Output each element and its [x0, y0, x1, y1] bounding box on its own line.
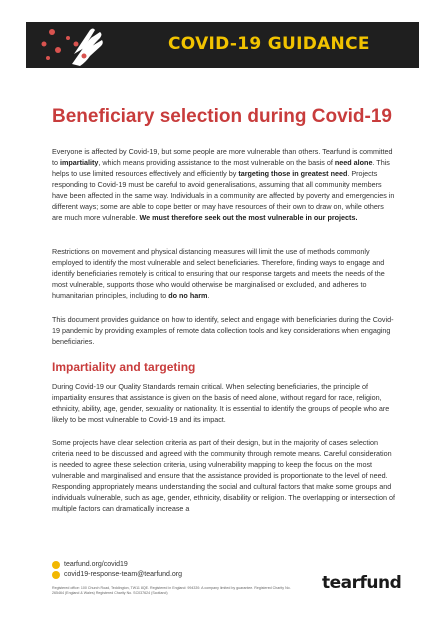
- website-link[interactable]: tearfund.org/covid19: [64, 561, 128, 568]
- email-icon: [52, 571, 60, 579]
- web-icon: [52, 561, 60, 569]
- section-paragraph-2: Some projects have clear selection criteria as part of their design, but in the majority of cases selection criteria need to be discussed and agreed with the community through remote means. Careful consideration is needed to agree these selection criteria, using vulnerability mapping to keep the focus on the most vulnerable and marginalised and ensure that the assistance provided is proportionate to the level of need. Responding appropriately means understanding the social and cultural factors that make some groups and individuals vulnerable, such as age, gender, ethnicity, disability or religion. The overlapping or intersection of multiple factors can dramatically increase a: [52, 438, 395, 513]
- intro-paragraph-2: Restrictions on movement and physical distancing measures will limit the use of methods commonly employed to identify the most vulnerable and select beneficiaries. Therefore, finding ways to engage and identify beneficiaries remotely is critical to ensuring that our response targets and meets the needs of the most vulnerable, supports those who would otherwise be marginalised or excluded, and adheres to humanitarian principles, including to do no harm.: [52, 247, 385, 300]
- helping-hand-icon: [34, 24, 104, 66]
- footer-contact: [52, 560, 182, 580]
- intro-paragraph-3: This document provides guidance on how to identify, select and engage with beneficiaries during the Covid-19 pandemic by providing examples of remote data collection tools and key considerations when engaging beneficiaries.: [52, 315, 394, 346]
- email-link[interactable]: covid19-response-team@tearfund.org: [64, 571, 183, 578]
- header-banner: [26, 22, 419, 68]
- tearfund-logo: tearfund: [322, 573, 402, 593]
- section-paragraph-1: During Covid-19 our Quality Standards remain critical. When selecting beneficiaries, the principle of impartiality ensures that assistance is given on the basis of need alone, without regard for race, religion, ethnicity, ability, age, gender, sexuality or nationality. It is essential to identify the groups of people who are likely to be most vulnerable to Covid-19 and its impact.: [52, 382, 390, 424]
- section-heading: Impartiality and targeting: [52, 360, 196, 374]
- banner-title: COVID-19 GUIDANCE: [168, 34, 370, 54]
- legal-text: Registered office: 100 Church Road, Teddington, TW11 8QE. Registered in England: 994339. A company limited by guarantee. Registered Charity No. 265464 (England & Wales) Registered Charity No. SC037624 (Scotland): [52, 586, 291, 595]
- intro-paragraph-1: Everyone is affected by Covid-19, but some people are more vulnerable than others. Tearfund is committed to impartiality, which means providing assistance to the most vulnerable on the basis of need alone. This helps to use limited resources effectively and efficiently by targeting those in greatest need. Projects responding to Covid-19 must be careful to avoid generalisations, assuming that all community members have been affected in the same way. Individuals in a community are affected by poverty and emergencies in different ways; some are able to cope better or may have resources of their own to draw on, while others are much more vulnerable. We must therefore seek out the most vulnerable in our projects.: [52, 147, 395, 222]
- page-title: Beneficiary selection during Covid-19: [52, 106, 392, 127]
